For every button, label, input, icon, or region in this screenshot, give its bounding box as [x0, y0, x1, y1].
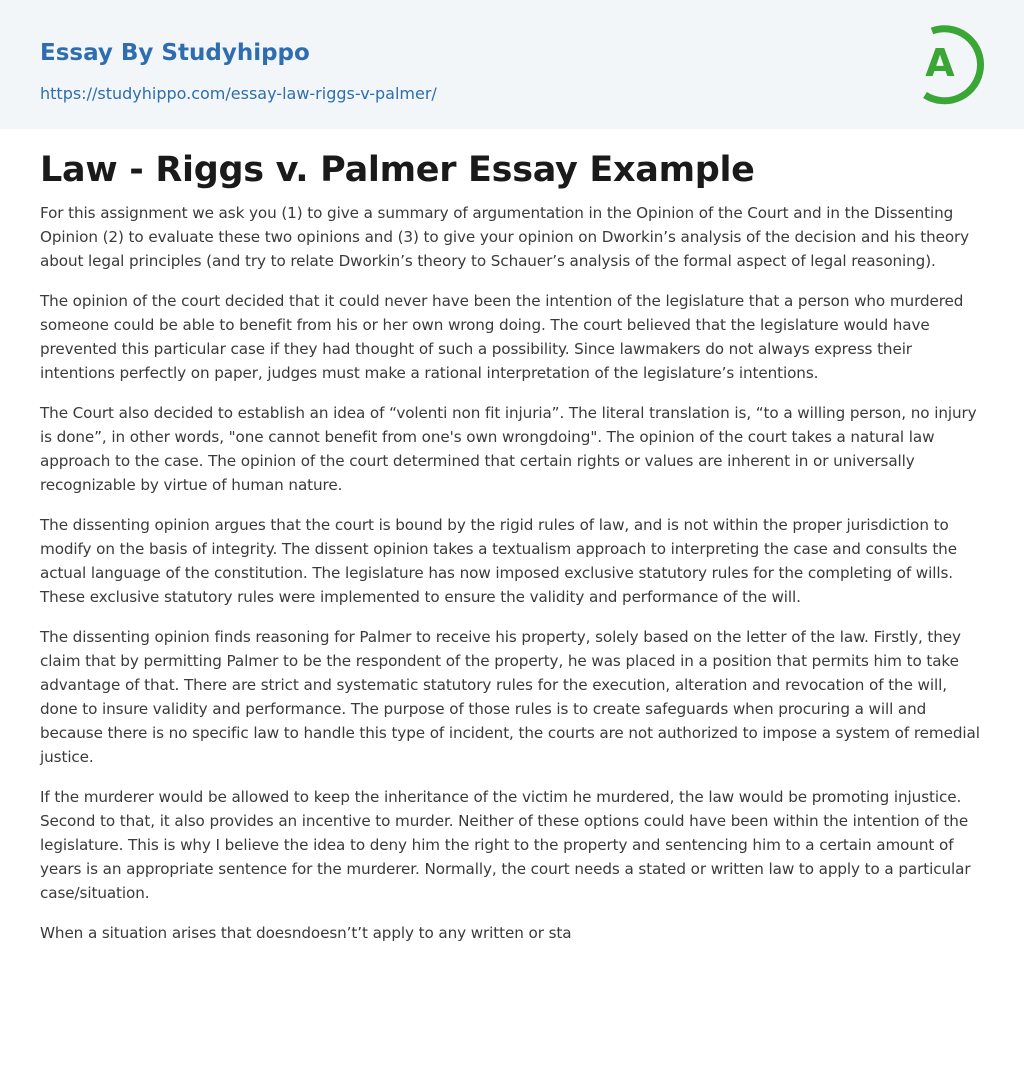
studyhippo-logo-icon[interactable] — [912, 18, 988, 106]
article-paragraph-7: When a situation arises that doesndoesn’t’t apply to any written or sta — [40, 924, 572, 942]
article-paragraph-6: If the murderer would be allowed to keep the inheritance of the victim he murdered, the law would be promoting injustice. Second to that, it also provides an incentive to murder. Neither of these options could have been within the intention of the legislature. This is why I believe the idea to deny him the right to the property and sentencing him to a certain amount of years is an appropriate sentence for the murderer. Normally, the court needs a stated or written law to apply to a particular case/situation. — [40, 788, 971, 902]
article — [0, 149, 1024, 945]
article-paragraph-3: The Court also decided to establish an idea of “volenti non fit injuria”. The literal translation is, “to a willing person, no injury is done”, in other words, "one cannot benefit from one's own wrongdoing". The opinion of the court takes a natural law approach to the case. The opinion of the court determined that certain rights or values are inherent in or universally recognizable by virtue of human nature. — [40, 404, 977, 494]
page-title: Law - Riggs v. Palmer Essay Example — [40, 150, 755, 190]
site-header — [0, 0, 1024, 129]
article-paragraph-1: For this assignment we ask you (1) to give a summary of argumentation in the Opinion of the Court and in the Dissenting Opinion (2) to evaluate these two opinions and (3) to give your opinion on Dworkin’s analysis of the decision and his theory about legal principles (and try to relate Dworkin’s theory to Schauer’s analysis of the formal aspect of legal reasoning). — [40, 204, 970, 270]
site-title[interactable]: Essay By Studyhippo — [40, 40, 310, 66]
essay-url-link[interactable]: https://studyhippo.com/essay-law-riggs-v-palmer/ — [40, 84, 437, 103]
article-paragraph-4: The dissenting opinion argues that the court is bound by the rigid rules of law, and is not within the proper jurisdiction to modify on the basis of integrity. The dissent opinion takes a textualism approach to interpreting the case and consults the actual language of the constitution. The legislature has now imposed exclusive statutory rules for the completing of wills. These exclusive statutory rules were implemented to ensure the validity and performance of the will. — [40, 516, 957, 606]
logo-letter: A — [925, 41, 955, 85]
article-paragraph-5: The dissenting opinion finds reasoning for Palmer to receive his property, solely based on the letter of the law. Firstly, they claim that by permitting Palmer to be the respondent of the property, he was placed in a position that permits him to take advantage of that. There are strict and systematic statutory rules for the execution, alteration and revocation of the will, done to insure validity and performance. The purpose of those rules is to create safeguards when procuring a will and because there is no specific law to handle this type of incident, the courts are not authorized to impose a system of remedial justice. — [40, 628, 980, 766]
article-paragraph-2: The opinion of the court decided that it could never have been the intention of the legislature that a person who murdered someone could be able to benefit from his or her own wrong doing. The court believed that the legislature would have prevented this particular case if they had thought of such a possibility. Since lawmakers do not always express their intentions perfectly on paper, judges must make a rational interpretation of the legislature’s intentions. — [40, 292, 964, 382]
